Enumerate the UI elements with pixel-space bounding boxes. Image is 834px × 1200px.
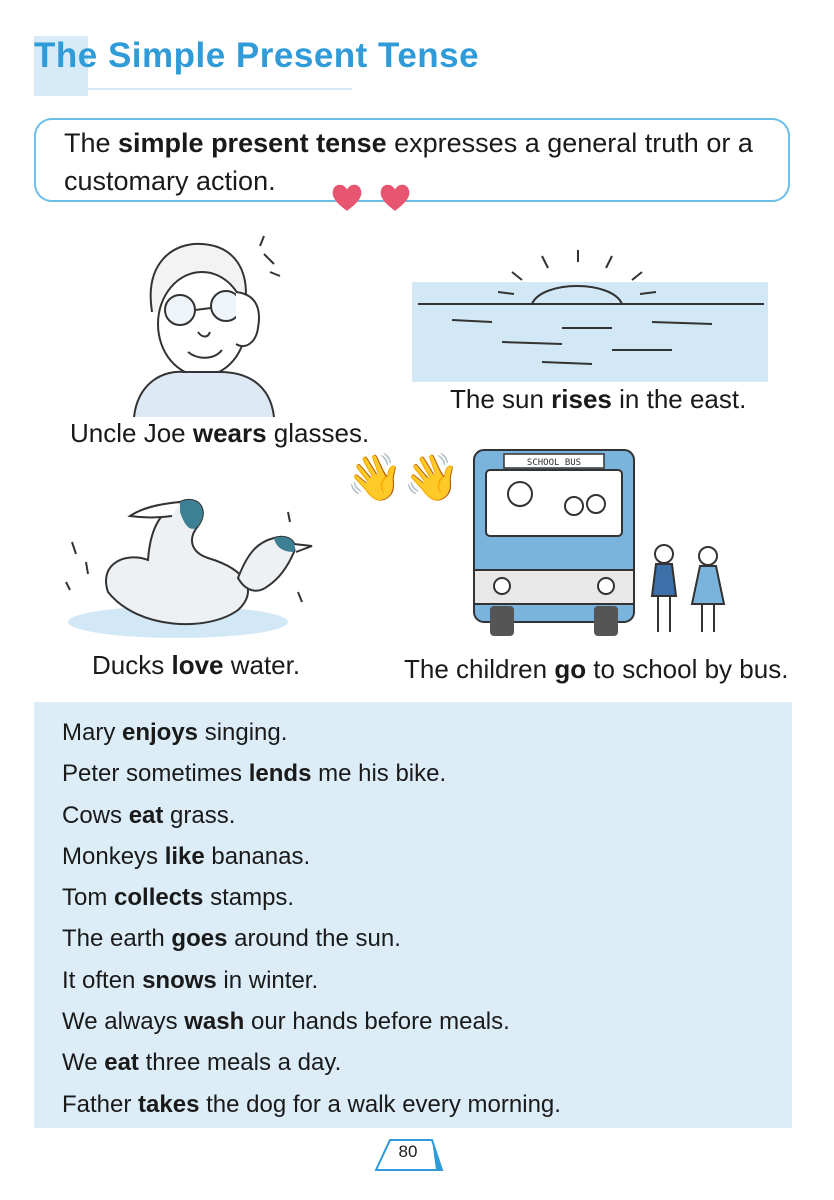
sentence-text: singing. bbox=[198, 719, 288, 746]
sentence-verb: snows bbox=[142, 966, 217, 994]
sentence-text: grass. bbox=[163, 801, 236, 829]
list-item bbox=[62, 753, 561, 794]
sunrise-illustration bbox=[412, 232, 768, 382]
sentence-text: Peter sometimes bbox=[62, 760, 249, 788]
caption-text: The sun bbox=[450, 384, 552, 414]
school-bus-illustration bbox=[462, 446, 742, 640]
list-item bbox=[62, 1042, 561, 1083]
waving-hands-icon: 👋👋 bbox=[346, 451, 461, 503]
sentence-verb: wash bbox=[184, 1008, 245, 1036]
example-caption bbox=[70, 418, 369, 449]
sentence-text: Mary bbox=[62, 719, 122, 746]
list-item bbox=[62, 1084, 561, 1125]
caption-verb: rises bbox=[551, 384, 612, 414]
list-item bbox=[62, 712, 561, 753]
caption-text: water. bbox=[223, 650, 301, 680]
list-item bbox=[62, 960, 561, 1001]
caption-text: Ducks bbox=[92, 650, 172, 680]
uncle-joe-illustration bbox=[124, 232, 284, 417]
sentence-text: Tom bbox=[62, 884, 115, 912]
list-item bbox=[62, 877, 561, 918]
page-title: The Simple Present Tense bbox=[34, 36, 480, 75]
caption-verb: go bbox=[554, 654, 587, 684]
sentence-verb: takes bbox=[138, 1090, 200, 1118]
definition-after: expresses a general truth or a customary action. bbox=[64, 128, 753, 196]
sentence-text: Monkeys bbox=[62, 842, 165, 870]
sentence-text: stamps. bbox=[203, 884, 295, 912]
sentence-verb: eat bbox=[104, 1049, 139, 1077]
caption-text: glasses. bbox=[266, 418, 370, 448]
list-item bbox=[62, 918, 561, 959]
sentence-text: The earth bbox=[62, 925, 172, 953]
list-item bbox=[62, 836, 561, 877]
sentence-text: me his bike. bbox=[311, 760, 447, 788]
sentence-verb: like bbox=[164, 842, 205, 870]
page-number: 80 bbox=[398, 1142, 418, 1161]
sentence-verb: lends bbox=[248, 760, 312, 788]
sentence-text: We always bbox=[62, 1008, 185, 1036]
list-item bbox=[62, 795, 561, 836]
sentence-text: We bbox=[62, 1049, 105, 1077]
sentence-verb: goes bbox=[171, 925, 228, 953]
bus-sign-text: SCHOOL BUS bbox=[526, 458, 582, 468]
sentence-text: Cows bbox=[62, 801, 129, 829]
ducks-illustration bbox=[58, 482, 320, 642]
sentence-text: bananas. bbox=[204, 842, 311, 870]
example-caption bbox=[404, 654, 788, 685]
heart-icon bbox=[330, 180, 364, 214]
sentence-text: Father bbox=[62, 1090, 139, 1118]
title-underline bbox=[34, 88, 352, 90]
list-item bbox=[62, 1001, 561, 1042]
sentence-text: our hands before meals. bbox=[244, 1008, 510, 1036]
sentence-verb: enjoys bbox=[122, 719, 199, 746]
definition-text bbox=[64, 124, 764, 200]
caption-text: in the east. bbox=[611, 384, 747, 414]
sentence-text: the dog for a walk every morning. bbox=[199, 1090, 561, 1118]
sentence-verb: collects bbox=[114, 884, 204, 912]
caption-text: The children bbox=[404, 654, 555, 684]
caption-verb: wears bbox=[192, 418, 267, 448]
caption-text: Uncle Joe bbox=[70, 418, 193, 448]
sentence-text: in winter. bbox=[216, 966, 319, 994]
example-caption bbox=[92, 650, 300, 681]
sentence-verb: eat bbox=[128, 801, 164, 829]
sentence-text: It often bbox=[62, 966, 143, 994]
sentence-text: three meals a day. bbox=[138, 1049, 342, 1077]
heart-icon bbox=[378, 180, 412, 214]
sentence-list bbox=[62, 712, 561, 1125]
caption-verb: love bbox=[171, 650, 224, 680]
definition-term: simple present tense bbox=[118, 128, 387, 158]
sentence-text: around the sun. bbox=[227, 925, 401, 953]
caption-text: to school by bus. bbox=[586, 654, 789, 684]
definition-before: The bbox=[64, 128, 119, 158]
example-caption bbox=[450, 384, 746, 415]
